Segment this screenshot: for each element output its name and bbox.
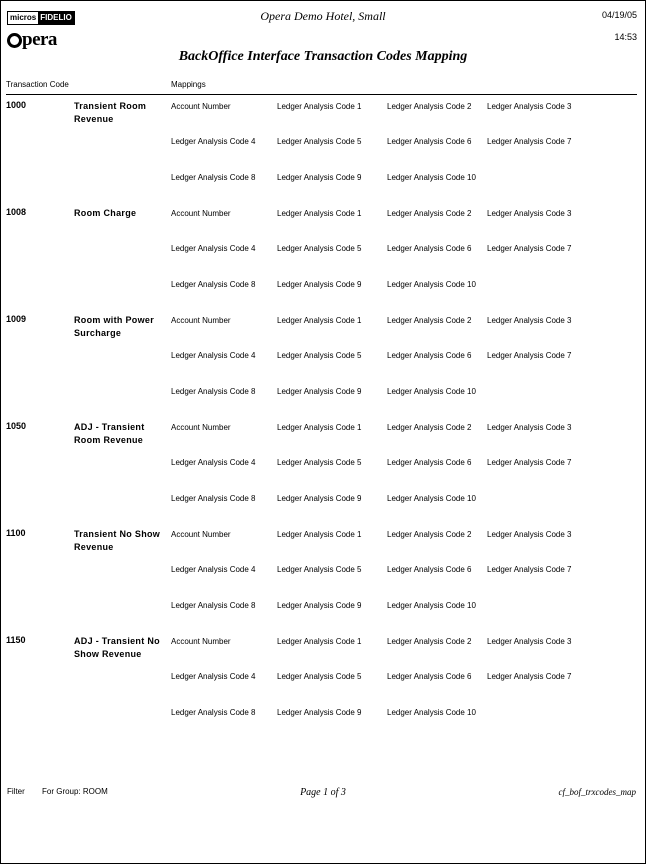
mapping-cell: Ledger Analysis Code 3: [487, 316, 572, 325]
mapping-cell: Ledger Analysis Code 4: [171, 351, 256, 360]
transaction-description: ADJ - Transient Room Revenue: [74, 422, 145, 445]
table-row: [1, 204, 645, 311]
table-row: [1, 632, 645, 739]
mapping-cell: Ledger Analysis Code 5: [277, 351, 362, 360]
mapping-cell: Ledger Analysis Code 10: [387, 173, 476, 182]
mapping-cell: Ledger Analysis Code 3: [487, 209, 572, 218]
mapping-cell: Ledger Analysis Code 5: [277, 458, 362, 467]
transaction-code: 1050: [6, 421, 27, 431]
transaction-code: 1150: [6, 635, 26, 645]
mapping-cell: Account Number: [171, 637, 231, 646]
mapping-cell: Ledger Analysis Code 7: [487, 565, 572, 574]
mapping-cell: Ledger Analysis Code 7: [487, 672, 572, 681]
transaction-description: Room with Power Surcharge: [74, 315, 155, 338]
mapping-cell: Ledger Analysis Code 1: [277, 316, 362, 325]
transaction-description: Transient No Show Revenue: [74, 529, 161, 552]
table-row: [1, 97, 645, 204]
opera-logo: [7, 30, 87, 50]
mapping-cell: Ledger Analysis Code 10: [387, 280, 476, 289]
transaction-code: 1009: [6, 314, 27, 324]
mapping-cell: Ledger Analysis Code 10: [387, 494, 476, 503]
mapping-cell: Ledger Analysis Code 2: [387, 530, 472, 539]
mapping-cell: Ledger Analysis Code 9: [277, 601, 362, 610]
mapping-cell: Ledger Analysis Code 4: [171, 565, 256, 574]
mapping-cell: Ledger Analysis Code 6: [387, 137, 472, 146]
mapping-cell: Ledger Analysis Code 9: [277, 173, 362, 182]
mapping-cell: Ledger Analysis Code 8: [171, 494, 256, 503]
header-divider: [6, 94, 637, 95]
mapping-cell: Ledger Analysis Code 3: [487, 102, 572, 111]
mapping-cell: Ledger Analysis Code 3: [487, 637, 572, 646]
mapping-cell: Ledger Analysis Code 4: [171, 672, 256, 681]
mapping-cell: Ledger Analysis Code 7: [487, 458, 572, 467]
mapping-row: [1, 102, 645, 114]
mapping-cell: Ledger Analysis Code 2: [387, 209, 472, 218]
mapping-cell: Ledger Analysis Code 10: [387, 708, 476, 717]
mapping-cell: Ledger Analysis Code 2: [387, 102, 472, 111]
mapping-cell: Ledger Analysis Code 1: [277, 530, 362, 539]
mapping-row: [1, 637, 645, 649]
transaction-code-list: [1, 97, 645, 739]
mapping-cell: Ledger Analysis Code 8: [171, 280, 256, 289]
mapping-cell: Ledger Analysis Code 4: [171, 458, 256, 467]
table-row: [1, 418, 645, 525]
mapping-row: [1, 387, 645, 399]
mapping-cell: Ledger Analysis Code 7: [487, 351, 572, 360]
page-number: Page 1 of 3: [300, 787, 346, 798]
micros-logo-text: micros: [10, 13, 37, 22]
mapping-row: [1, 280, 645, 292]
mapping-cell: Ledger Analysis Code 9: [277, 494, 362, 503]
transaction-code: 1008: [6, 207, 27, 217]
mapping-cell: Ledger Analysis Code 9: [277, 280, 362, 289]
mapping-cell: Ledger Analysis Code 2: [387, 423, 472, 432]
mapping-cell: Ledger Analysis Code 3: [487, 423, 572, 432]
opera-logo-text: pera: [22, 29, 57, 50]
mapping-cell: Ledger Analysis Code 5: [277, 672, 362, 681]
mapping-row: [1, 423, 645, 435]
hotel-name: Opera Demo Hotel, Small: [260, 9, 386, 23]
mapping-cell: Ledger Analysis Code 2: [387, 637, 472, 646]
mapping-cell: Ledger Analysis Code 6: [387, 565, 472, 574]
mapping-cell: Ledger Analysis Code 1: [277, 209, 362, 218]
mapping-cell: Ledger Analysis Code 7: [487, 137, 572, 146]
mapping-cell: Ledger Analysis Code 9: [277, 708, 362, 717]
page-title: BackOffice Interface Transaction Codes Mapping: [178, 49, 468, 64]
mapping-cell: Account Number: [171, 102, 231, 111]
mapping-row: [1, 209, 645, 221]
mapping-row: [1, 244, 645, 256]
mapping-cell: Ledger Analysis Code 4: [171, 244, 256, 253]
mapping-row: [1, 530, 645, 542]
report-file-name: cf_bof_trxcodes_map: [558, 787, 636, 797]
transaction-description: Room Charge: [74, 208, 137, 218]
mapping-cell: Ledger Analysis Code 8: [171, 387, 256, 396]
page-footer: [1, 787, 645, 801]
report-date: 04/19/05: [601, 10, 637, 20]
table-row: [1, 525, 645, 632]
mapping-cell: Ledger Analysis Code 3: [487, 530, 572, 539]
mapping-cell: Ledger Analysis Code 5: [277, 137, 362, 146]
mapping-cell: Account Number: [171, 316, 231, 325]
transaction-code: 1000: [6, 100, 27, 110]
mapping-row: [1, 494, 645, 506]
mapping-row: [1, 137, 645, 149]
mapping-cell: Ledger Analysis Code 6: [387, 244, 472, 253]
transaction-description: Transient Room Revenue: [74, 101, 147, 124]
mapping-cell: Ledger Analysis Code 5: [277, 244, 362, 253]
mapping-cell: Ledger Analysis Code 1: [277, 423, 362, 432]
column-header-mappings: Mappings: [171, 80, 206, 89]
column-headers: [1, 80, 645, 94]
mapping-cell: Ledger Analysis Code 9: [277, 387, 362, 396]
mapping-cell: Ledger Analysis Code 8: [171, 708, 256, 717]
mapping-cell: Ledger Analysis Code 10: [387, 601, 476, 610]
mapping-cell: Ledger Analysis Code 1: [277, 102, 362, 111]
mapping-row: [1, 672, 645, 684]
mapping-cell: Ledger Analysis Code 5: [277, 565, 362, 574]
mapping-row: [1, 601, 645, 613]
mapping-cell: Ledger Analysis Code 6: [387, 458, 472, 467]
mapping-cell: Account Number: [171, 423, 231, 432]
mapping-row: [1, 173, 645, 185]
table-row: [1, 311, 645, 418]
filter-label: Filter: [7, 787, 25, 796]
transaction-code: 1100: [6, 528, 26, 538]
mapping-cell: Ledger Analysis Code 6: [387, 672, 472, 681]
transaction-description: ADJ - Transient No Show Revenue: [74, 636, 160, 659]
opera-o-icon: [7, 33, 22, 48]
filter-value: For Group: ROOM: [42, 787, 108, 796]
mapping-cell: Ledger Analysis Code 1: [277, 637, 362, 646]
mapping-cell: Ledger Analysis Code 2: [387, 316, 472, 325]
mapping-row: [1, 565, 645, 577]
column-header-transaction-code: Transaction Code: [6, 80, 69, 89]
mapping-row: [1, 458, 645, 470]
mapping-cell: Account Number: [171, 530, 231, 539]
mapping-row: [1, 316, 645, 328]
mapping-row: [1, 708, 645, 720]
mapping-cell: Ledger Analysis Code 6: [387, 351, 472, 360]
report-time: 14:53: [614, 32, 637, 42]
mapping-cell: Ledger Analysis Code 4: [171, 137, 256, 146]
mapping-cell: Account Number: [171, 209, 231, 218]
fidelio-logo-text: FIDELIO: [40, 13, 72, 22]
mapping-cell: Ledger Analysis Code 8: [171, 601, 256, 610]
mapping-cell: Ledger Analysis Code 7: [487, 244, 572, 253]
mapping-row: [1, 351, 645, 363]
mapping-cell: Ledger Analysis Code 10: [387, 387, 476, 396]
mapping-cell: Ledger Analysis Code 8: [171, 173, 256, 182]
